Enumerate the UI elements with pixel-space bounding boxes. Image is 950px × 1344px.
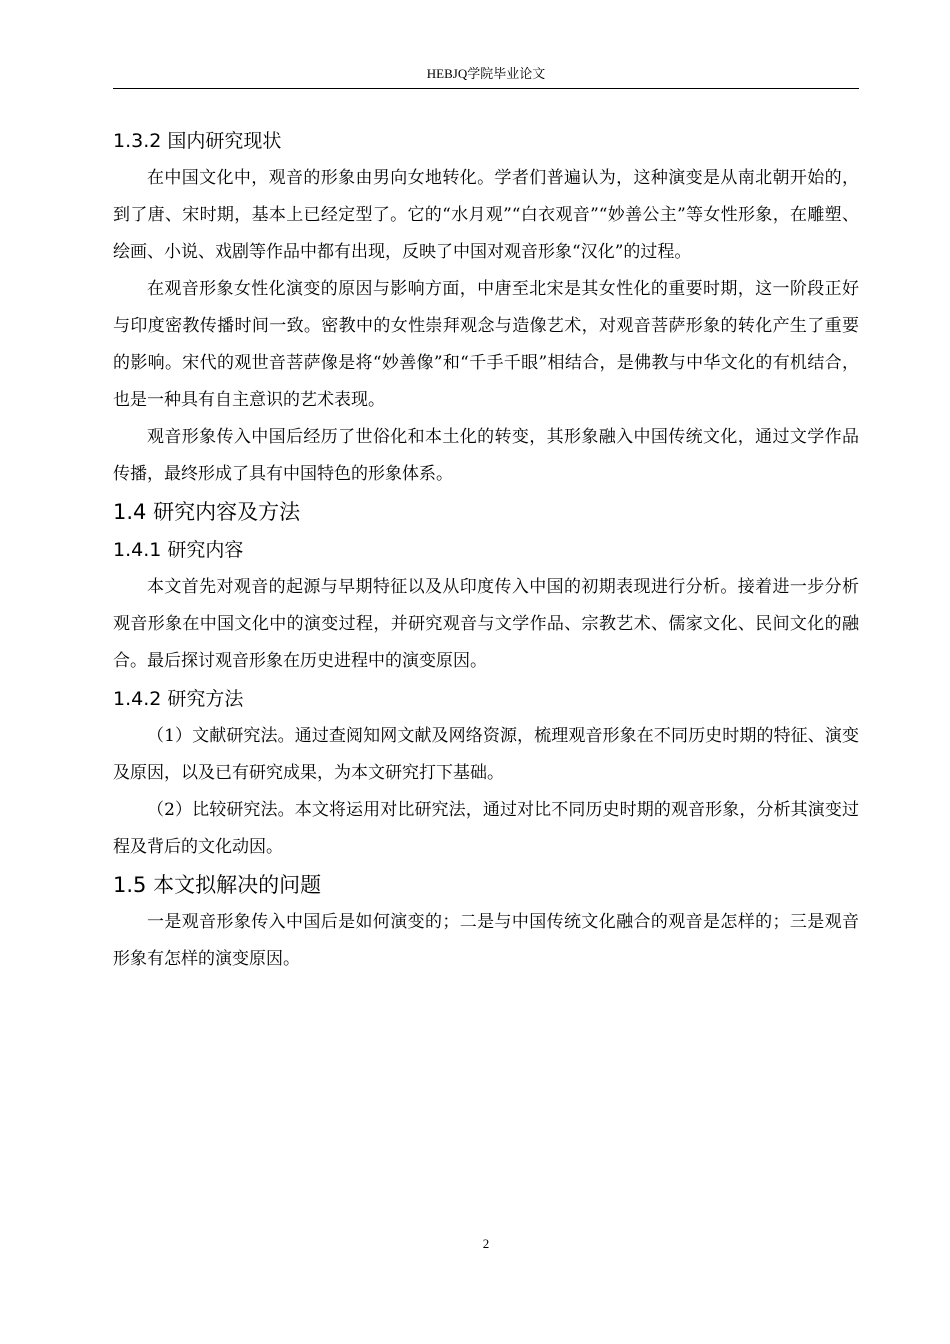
paragraph: （1）文献研究法。通过查阅知网文献及网络资源，梳理观音形象在不同历史时期的特征、演变及原因，以及已有研究成果，为本文研究打下基础。 — [113, 726, 859, 783]
heading-1-4: 1.4 研究内容及方法 — [113, 500, 301, 524]
paragraph: 在观音形象女性化演变的原因与影响方面，中唐至北宋是其女性化的重要时期，这一阶段正好与印度密教传播时间一致。密教中的女性崇拜观念与造像艺术，对观音菩萨形象的转化产生了重要的影响。宋代的观世音菩萨像是将“妙善像”和“千手千眼”相结合，是佛教与中华文化的有机结合，也是一种具有自主意识的艺术表现。 — [113, 279, 859, 410]
heading-1-3-2: 1.3.2 国内研究现状 — [113, 130, 282, 152]
paragraph: 观音形象传入中国后经历了世俗化和本土化的转变，其形象融入中国传统文化，通过文学作品传播，最终形成了具有中国特色的形象体系。 — [113, 427, 859, 484]
paragraph: 一是观音形象传入中国后是如何演变的；二是与中国传统文化融合的观音是怎样的；三是观音形象有怎样的演变原因。 — [113, 912, 859, 969]
heading-1-4-1: 1.4.1 研究内容 — [113, 539, 244, 561]
header-divider — [113, 88, 859, 89]
paragraph: 本文首先对观音的起源与早期特征以及从印度传入中国的初期表现进行分析。接着进一步分析观音形象在中国文化中的演变过程，并研究观音与文学作品、宗教艺术、儒家文化、民间文化的融合。最后探讨观音形象在历史进程中的演变原因。 — [113, 577, 859, 671]
page-number: 2 — [482, 1236, 490, 1251]
paragraph: 在中国文化中，观音的形象由男向女地转化。学者们普遍认为，这种演变是从南北朝开始的，到了唐、宋时期，基本上已经定型了。它的“水月观”“白衣观音”“妙善公主”等女性形象，在雕塑、绘画、小说、戏剧等作品中都有出现，反映了中国对观音形象“汉化”的过程。 — [113, 168, 859, 262]
document-body — [113, 122, 859, 978]
paragraph: （2）比较研究法。本文将运用对比研究法，通过对比不同历史时期的观音形象，分析其演变过程及背后的文化动因。 — [113, 800, 859, 857]
running-header: HEBJQ学院毕业论文 — [426, 66, 546, 81]
heading-1-5: 1.5 本文拟解决的问题 — [113, 873, 322, 897]
heading-1-4-2: 1.4.2 研究方法 — [113, 688, 244, 710]
